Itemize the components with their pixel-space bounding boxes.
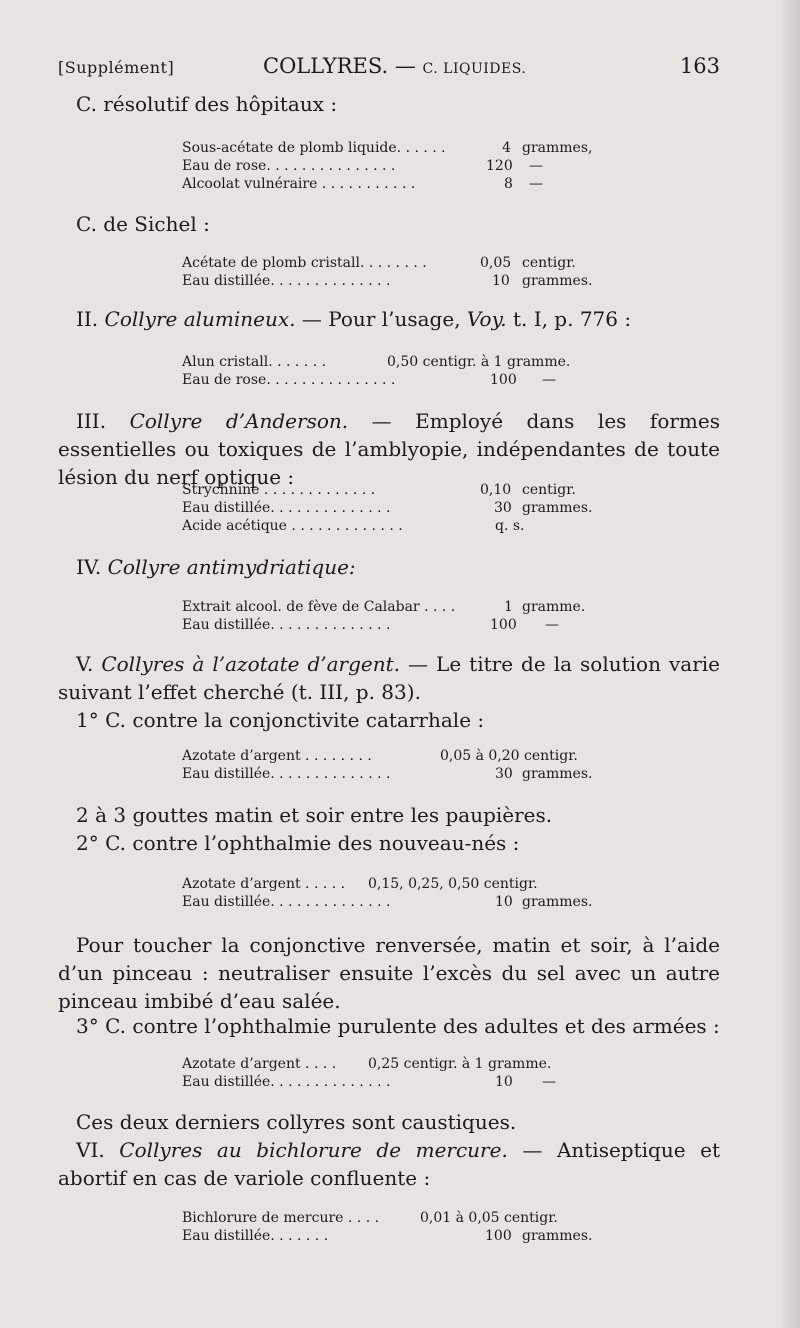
ingredient: Alcoolat vulnéraire . . . . . . . . . . . (182, 176, 416, 192)
header-title-main: COLLYRES. (263, 54, 389, 78)
unit: grammes. (522, 894, 593, 910)
ingredient: Bichlorure de mercure . . . . (182, 1210, 380, 1226)
amount: 0,10 (480, 482, 512, 498)
amount: 0,50 centigr. à 1 gramme. (387, 354, 571, 370)
amount: 0,05 (480, 255, 512, 271)
note-3: Ces deux derniers collyres sont caustiques. (76, 1110, 517, 1134)
amount: 10 (492, 273, 510, 289)
section-title: Collyre d’Anderson. (129, 409, 349, 433)
note-2: Pour toucher la conjonctive renversée, matin et soir, à l’aide d’un pinceau : neutraliser ensuite l’excès du sel avec un autre pinceau imbibé d’eau salée. (58, 933, 720, 1013)
amount: 1 (504, 599, 513, 615)
unit: centigr. (522, 482, 576, 498)
section-numeral: III. (76, 409, 107, 433)
header-title (263, 54, 526, 78)
ingredient: Acétate de plomb cristall. . . . . . . . (182, 255, 427, 271)
heading-c-sichel: C. de Sichel : (76, 212, 210, 236)
section-title: Collyres au bichlorure de mercure. (119, 1138, 508, 1162)
page-number: 163 (679, 54, 720, 78)
ingredient: Sous-acétate de plomb liquide. . . . . . (182, 140, 446, 156)
running-header (58, 54, 720, 86)
unit: grammes. (522, 500, 593, 516)
header-title-sub: C. LIQUIDES. (422, 61, 527, 77)
unit: — (542, 1074, 556, 1090)
voy-abbrev: Voy. (466, 307, 507, 331)
ingredient: Eau distillée. . . . . . . . . . . . . . (182, 894, 391, 910)
section-text: — Antiseptique et abortif en cas de variole confluente : (58, 1138, 720, 1190)
ingredient: Acide acétique . . . . . . . . . . . . . (182, 518, 403, 534)
ingredient: Eau distillée. . . . . . . . . . . . . . (182, 617, 391, 633)
unit: — (529, 176, 543, 192)
ingredient: Azotate d’argent . . . . . (182, 876, 346, 892)
ingredient: Eau distillée. . . . . . . . . . . . . . (182, 766, 391, 782)
section-numeral: VI. (76, 1138, 105, 1162)
section-title: Collyre antimydriatique: (107, 555, 356, 579)
ingredient: Extrait alcool. de fève de Calabar . . . . (182, 599, 456, 615)
unit: — (542, 372, 556, 388)
amount: 30 (495, 766, 513, 782)
subheading-3: 3° C. contre l’ophthalmie purulente des adultes et des armées : (76, 1014, 720, 1038)
amount: 10 (495, 894, 513, 910)
amount: 0,15, 0,25, 0,50 centigr. (368, 876, 538, 892)
section-v (58, 650, 720, 706)
amount: 10 (495, 1074, 513, 1090)
unit: — (529, 158, 543, 174)
amount: 8 (504, 176, 513, 192)
section-title: Collyre alumineux. (104, 307, 296, 331)
section-iv (58, 553, 720, 581)
section-numeral: IV. (76, 555, 102, 579)
unit: grammes, (522, 140, 593, 156)
ingredient: Eau distillée. . . . . . . (182, 1228, 329, 1244)
amount: 0,01 à 0,05 centigr. (420, 1210, 558, 1226)
page-gutter-shadow (778, 0, 800, 1328)
ingredient: Eau de rose. . . . . . . . . . . . . . . (182, 372, 396, 388)
ingredient: Eau distillée. . . . . . . . . . . . . . (182, 500, 391, 516)
amount: 100 (490, 372, 517, 388)
ingredient: Strychnine . . . . . . . . . . . . . (182, 482, 376, 498)
amount: 120 (486, 158, 513, 174)
section-text: — Employé dans les formes essentielles ou toxiques de l’amblyopie, indépendantes de toute lésion du nerf optique : (58, 409, 720, 489)
section-numeral: II. (76, 307, 99, 331)
unit: grammes. (522, 273, 593, 289)
section-iii (58, 407, 720, 491)
note-1: 2 à 3 gouttes matin et soir entre les paupières. (76, 803, 553, 827)
section-title: Collyres à l’azotate d’argent. (101, 652, 401, 676)
ingredient: Eau distillée. . . . . . . . . . . . . . (182, 1074, 391, 1090)
ingredient: Azotate d’argent . . . . . . . . (182, 748, 372, 764)
ingredient: Eau de rose. . . . . . . . . . . . . . . (182, 158, 396, 174)
ingredient: Alun cristall. . . . . . . (182, 354, 327, 370)
unit: grammes. (522, 1228, 593, 1244)
amount: 100 (490, 617, 517, 633)
amount: q. s. (495, 518, 525, 534)
unit: centigr. (522, 255, 576, 271)
section-text: — Le titre de la solution varie suivant l’effet cherché (t. III, p. 83). (58, 652, 720, 704)
header-section: [Supplément] (58, 58, 175, 77)
amount: 0,25 centigr. à 1 gramme. (368, 1056, 552, 1072)
amount: 30 (494, 500, 512, 516)
unit: — (545, 617, 559, 633)
ingredient: Azotate d’argent . . . . (182, 1056, 337, 1072)
unit: gramme. (522, 599, 586, 615)
header-title-dash: — (394, 54, 416, 78)
section-vi (58, 1136, 720, 1192)
section-text: — Pour l’usage, (301, 307, 461, 331)
section-reference: t. I, p. 776 : (512, 307, 632, 331)
amount: 100 (485, 1228, 512, 1244)
heading-c-resolutif: C. résolutif des hôpitaux : (76, 92, 338, 116)
ingredient: Eau distillée. . . . . . . . . . . . . . (182, 273, 391, 289)
section-numeral: V. (76, 652, 94, 676)
section-ii (58, 305, 720, 333)
amount: 4 (502, 140, 511, 156)
subheading-2: 2° C. contre l’ophthalmie des nouveau-nés : (76, 831, 520, 855)
unit: grammes. (522, 766, 593, 782)
subheading-1: 1° C. contre la conjonctivite catarrhale : (76, 708, 485, 732)
amount: 0,05 à 0,20 centigr. (440, 748, 578, 764)
